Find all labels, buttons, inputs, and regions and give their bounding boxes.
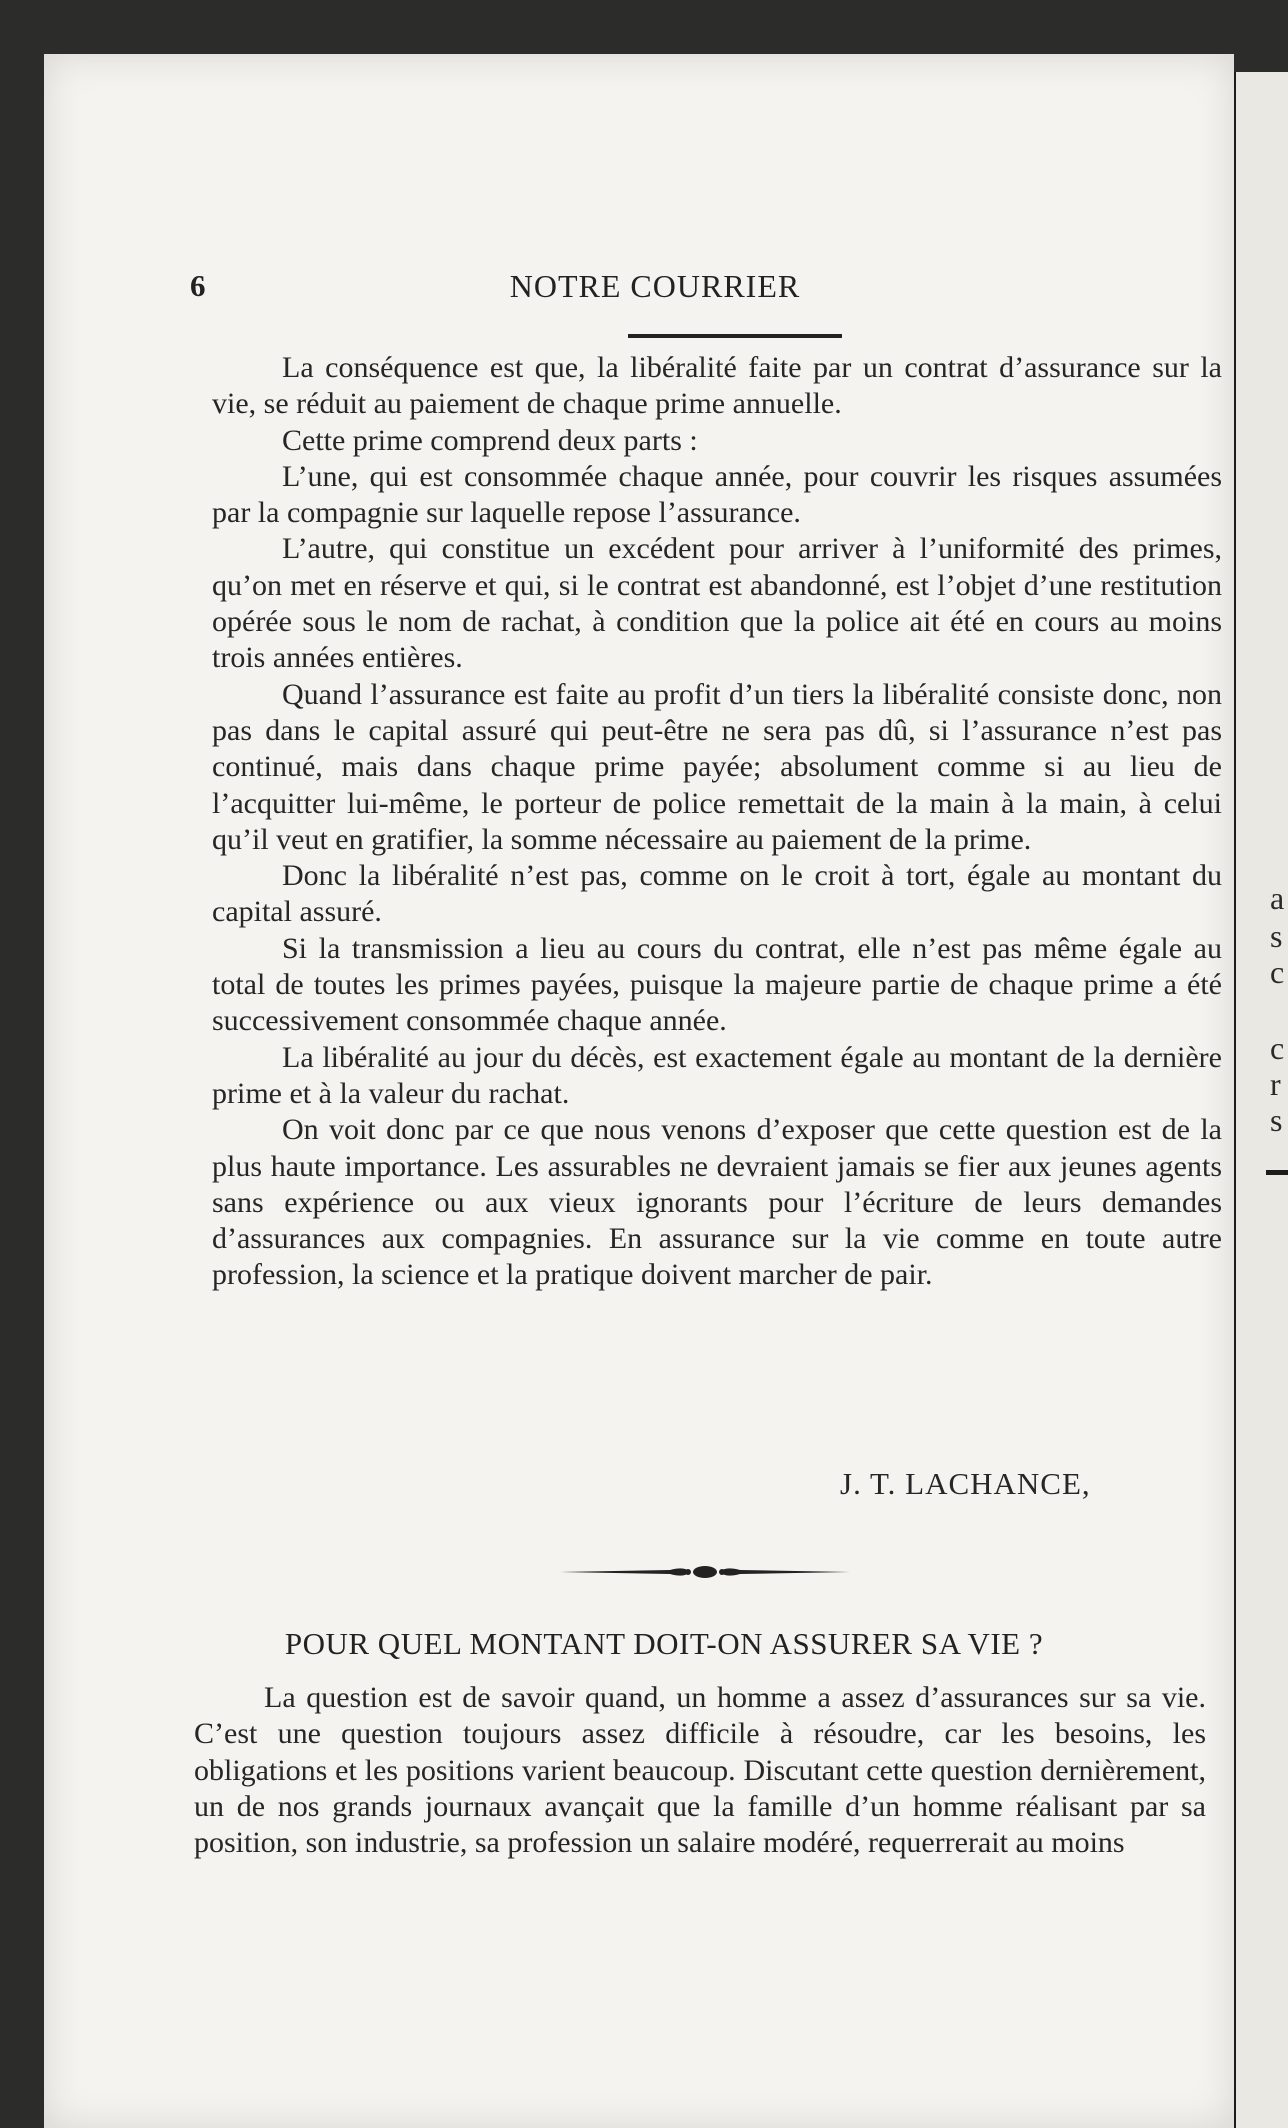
adjacent-page-fragment: a bbox=[1270, 880, 1285, 916]
paragraph: Cette prime comprend deux parts : bbox=[282, 423, 698, 457]
author-signature: J. T. LACHANCE, bbox=[840, 1466, 1091, 1501]
page-number: 6 bbox=[190, 268, 206, 303]
adjacent-page-rule bbox=[1266, 1170, 1288, 1175]
paragraph: L’autre, qui constitue un excédent pour arriver à l’uniformité des primes, qu’on met en réserve et qui, si le contrat est abandonné, est l’objet d’une restitution opérée sous le nom de rachat, à condition que la police ait été en cours au moins trois années entières. bbox=[212, 532, 1222, 675]
ornament-divider-icon bbox=[560, 1560, 850, 1584]
paragraph: La conséquence est que, la libéralité faite par un contrat d’assurance sur la vie, se réduit au paiement de chaque prime annuelle. bbox=[212, 351, 1222, 421]
adjacent-page-fragment: r bbox=[1270, 1066, 1281, 1102]
adjacent-page-fragment: s bbox=[1270, 1102, 1283, 1138]
paragraph: On voit donc par ce que nous venons d’exposer que cette question est de la plus haute importance. Les assurables ne devraient jamais se fier aux jeunes agents sans expérience ou aux vieux ignorants pour l’écriture de leurs demandes d’assurances aux compagnies. En assurance sur la vie comme en toute autre profession, la science et la pratique doivent marcher de pair. bbox=[212, 1113, 1222, 1292]
section-title: POUR QUEL MONTANT DOIT-ON ASSURER SA VIE ? bbox=[284, 1626, 1044, 1661]
running-title: NOTRE COURRIER bbox=[509, 268, 801, 304]
paragraph: Quand l’assurance est faite au profit d’un tiers la libéralité consiste donc, non pas dans le capital assuré qui peut-être ne sera pas dû, si l’assurance n’est pas continué, mais dans chaque prime payée; absolument comme si au lieu de l’acquitter lui-même, le porteur de police remettait de la main à la main, à celui qu’il veut en gratifier, la somme nécessaire au paiement de la prime. bbox=[212, 677, 1222, 856]
adjacent-page-fragment: c bbox=[1270, 1030, 1285, 1066]
article-body-2 bbox=[194, 1680, 1206, 1861]
paragraph: Donc la libéralité n’est pas, comme on le croit à tort, égale au montant du capital assuré. bbox=[212, 859, 1222, 929]
header-rule bbox=[628, 334, 842, 338]
paragraph: La question est de savoir quand, un homme a assez d’assurances sur sa vie. C’est une question toujours assez difficile à résoudre, car les besoins, les obligations et les positions varient beaucoup. Discutant cette question dernièrement, un de nos grands journaux avançait que la famille d’un homme réalisant par sa position, son industrie, sa profession un salaire modéré, requerrerait au moins bbox=[194, 1681, 1206, 1860]
article-body bbox=[212, 350, 1222, 1294]
page-header bbox=[0, 268, 1190, 318]
paragraph: La libéralité au jour du décès, est exactement égale au montant de la dernière prime et à la valeur du rachat. bbox=[212, 1040, 1222, 1110]
paragraph: Si la transmission a lieu au cours du contrat, elle n’est pas même égale au total de toutes les primes payées, puisque la majeure partie de chaque prime a été successivement consommée chaque année. bbox=[212, 931, 1222, 1038]
adjacent-page-fragment: c bbox=[1270, 954, 1285, 990]
paragraph: L’une, qui est consommée chaque année, pour couvrir les risques assumées par la compagnie sur laquelle repose l’assurance. bbox=[212, 459, 1222, 530]
adjacent-page-fragment: s bbox=[1270, 918, 1283, 954]
